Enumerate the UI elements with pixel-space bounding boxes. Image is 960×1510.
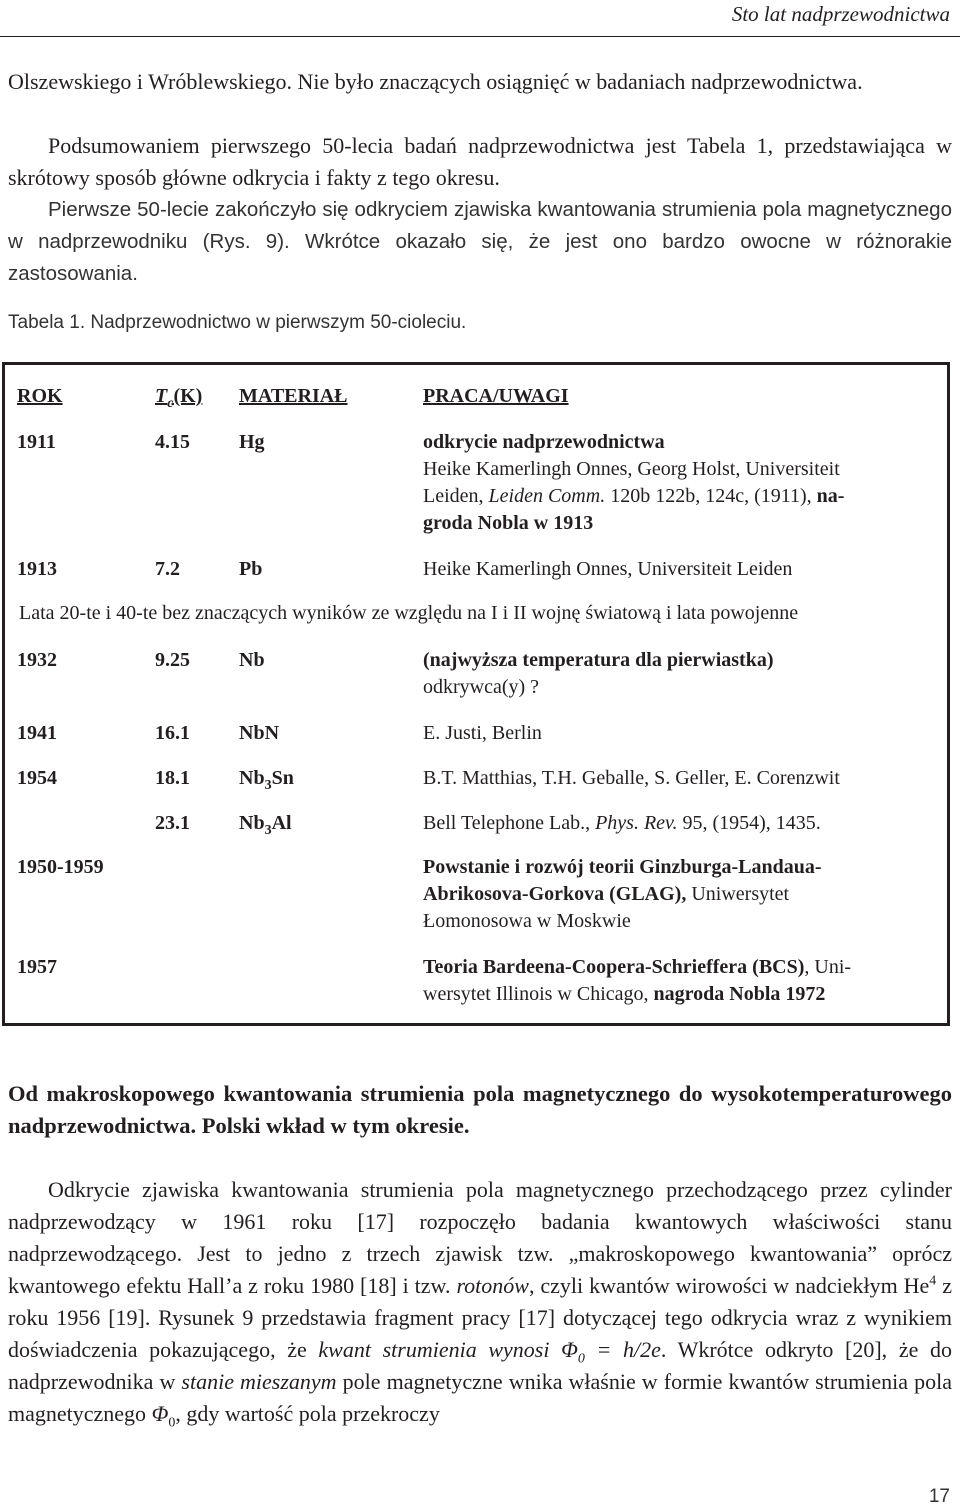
body-formula: = h/2e xyxy=(584,1337,661,1362)
row-1932-line2: odkrywca(y) ? xyxy=(423,676,540,698)
row-nb3al-material xyxy=(239,810,292,837)
body-s1: Odkrycie zjawiska kwantowania strumienia pola magnetycznego przechodzącego przez cylinder nadprzewodzący w 1961 roku [17] rozpoczęło badania kwantowych właściwości stanu nadprzewodzącego. Jest to jedno z trzech zjawisk tzw. „makroskopowego kwantowania” oprócz kwantowego efektu Hall’a z roku 1980 [18] i tzw. xyxy=(8,1177,952,1298)
body-rotons: rotonów xyxy=(456,1273,529,1298)
section-heading: Od makroskopowego kwantowania strumienia pola magnetycznego do wysokotemperaturowego nadprzewodnictwa. Polski wkład w tym okresie. xyxy=(8,1081,952,1138)
row-1913-rok: 1913 xyxy=(17,558,57,580)
row-1950-line1: Powstanie i rozwój teorii Ginzburga-Landaua- xyxy=(423,856,822,878)
body-phi-symbol-2: Φ xyxy=(151,1401,169,1426)
header-rok: ROK xyxy=(17,385,63,407)
body-phi-subscript: 0 xyxy=(577,1351,585,1367)
row-1911-line3-a: Leiden, xyxy=(423,485,489,507)
row-1957-line1-b: , Uni- xyxy=(804,956,852,978)
row-1911-rok: 1911 xyxy=(17,431,56,453)
row-1957-line2 xyxy=(423,981,825,1008)
table-1 xyxy=(2,362,950,1026)
row-1911-tc: 4.15 xyxy=(155,431,190,453)
row-1932-tc: 9.25 xyxy=(155,649,190,671)
row-1957-line1-a: Teoria Bardeena-Coopera-Schrieffera (BCS) xyxy=(423,956,805,978)
row-nb3al-praca-a: Bell Telephone Lab., xyxy=(423,812,596,834)
body-phi-subscript-2: 0 xyxy=(168,1415,176,1431)
body-paragraph xyxy=(8,1174,952,1430)
row-1950-line2-a: Abrikosova-Gorkova (GLAG), xyxy=(423,883,687,905)
body-s10: pole magnetyczne wnika właśnie w formie kwantów strumienia pola magnetycznego xyxy=(8,1369,952,1426)
header-rule xyxy=(0,36,960,37)
row-1954-tc: 18.1 xyxy=(155,767,190,789)
body-mixed-state: stanie mieszanym xyxy=(181,1369,337,1394)
row-1954-material xyxy=(239,765,294,792)
row-1941-rok: 1941 xyxy=(17,722,57,744)
row-1932-material: Nb xyxy=(239,649,265,671)
row-1911-line3-d: na- xyxy=(816,485,845,507)
row-1932-rok: 1932 xyxy=(17,649,57,671)
row-1932-line1: (najwyższa temperatura dla pierwiastka) xyxy=(423,649,774,671)
row-1954-material-b: Sn xyxy=(271,767,294,789)
header-material: MATERIAŁ xyxy=(239,385,348,407)
row-nb3al-journal: Phys. Rev. xyxy=(595,812,678,834)
body-he-superscript: 4 xyxy=(929,1273,937,1289)
row-1941-tc: 16.1 xyxy=(155,722,190,744)
row-nb3al-tc: 23.1 xyxy=(155,812,190,834)
header-tc-subscript: c xyxy=(167,396,174,411)
row-1913-tc: 7.2 xyxy=(155,558,180,580)
row-1911-line1: odkrycie nadprzewodnictwa xyxy=(423,431,665,453)
row-nb3al-material-a: Nb xyxy=(239,812,265,834)
row-1941-material: NbN xyxy=(239,722,280,744)
row-1950-rok: 1950-1959 xyxy=(17,856,104,878)
body-s8: . Wkrótce odkryto [20], że do nadprzewodnika w xyxy=(8,1337,952,1394)
body-s12: , gdy wartość pola przekroczy xyxy=(175,1401,440,1426)
header-tc xyxy=(155,383,202,410)
table-caption: Tabela 1. Nadprzewodnictwo w pierwszym 50-cioleciu. xyxy=(8,312,467,333)
intro-paragraph-1: Olszewskiego i Wróblewskiego. Nie było znaczących osiągnięć w badaniach nadprzewodnictwa. xyxy=(8,69,863,94)
header-tc-symbol: T xyxy=(155,385,168,407)
body-phi-symbol: Φ xyxy=(561,1337,578,1362)
row-1957-line1 xyxy=(423,954,851,981)
row-1913-praca: Heike Kamerlingh Onnes, Universiteit Leiden xyxy=(423,558,793,580)
row-1954-material-a: Nb xyxy=(239,767,265,789)
row-1954-praca: B.T. Matthias, T.H. Geballe, S. Geller, E. Corenzwit xyxy=(423,767,840,789)
header-title: Sto lat nadprzewodnictwa xyxy=(731,2,950,26)
body-s3: , czyli kwantów wirowości w nadciekłym He xyxy=(528,1273,930,1298)
row-1911-line3-c: 120b 122b, 124c, (1911), xyxy=(605,485,817,507)
row-1954-rok: 1954 xyxy=(17,767,57,789)
row-nb3al-material-sub: 3 xyxy=(264,823,272,838)
running-header xyxy=(0,0,960,38)
row-1957-line2-a: wersytet Illinois w Chicago, xyxy=(423,983,654,1005)
page-number: 17 xyxy=(928,1486,950,1507)
row-1950-line3: Łomonosowa w Moskwie xyxy=(423,910,631,932)
header-praca: PRACA/UWAGI xyxy=(423,385,569,407)
row-1954-material-sub: 3 xyxy=(264,778,272,793)
body-quant-phrase: kwant strumienia wynosi xyxy=(318,1337,550,1362)
row-1950-line2 xyxy=(423,881,789,908)
row-1957-line2-b: nagroda Nobla 1972 xyxy=(653,983,826,1005)
row-nb3al-material-b: Al xyxy=(271,812,292,834)
row-1911-line2: Heike Kamerlingh Onnes, Georg Holst, Universiteit xyxy=(423,458,840,480)
intro-paragraph-2: Podsumowaniem pierwszego 50-lecia badań nadprzewodnictwa jest Tabela 1, przedstawiająca w skrótowy sposób główne odkrycia i fakty z tego okresu. xyxy=(8,133,952,190)
row-nb3al-praca-c: 95, (1954), 1435. xyxy=(677,812,821,834)
body-s4: z roku 1956 [19]. Rysunek 9 przedstawia fragment pracy [17] dotyczącej tego odkrycia wraz z wynikiem doświadczenia pokazującego, że xyxy=(8,1273,952,1362)
row-1950-line2-b: Uniwersytet xyxy=(686,883,790,905)
row-1911-material: Hg xyxy=(239,431,265,453)
row-1911-line3-journal: Leiden Comm. xyxy=(488,485,606,507)
intro-paragraph-3: Pierwsze 50-lecie zakończyło się odkryciem zjawiska kwantowania strumienia pola magnetycznego w nadprzewodniku (Rys. 9). Wkrótce okazało się, że jest ono bardzo owocne w różnorakie zastosowania. xyxy=(8,198,952,285)
table-note: Lata 20-te i 40-te bez znaczących wyników ze względu na I i II wojnę światową i lata powojenne xyxy=(19,602,799,624)
row-1941-praca: E. Justi, Berlin xyxy=(423,722,542,744)
row-1911-line4: groda Nobla w 1913 xyxy=(423,512,594,534)
row-1911-line3 xyxy=(423,483,844,510)
row-1957-rok: 1957 xyxy=(17,956,57,978)
row-1913-material: Pb xyxy=(239,558,263,580)
header-tc-unit: (K) xyxy=(173,385,203,407)
row-nb3al-praca xyxy=(423,810,821,837)
